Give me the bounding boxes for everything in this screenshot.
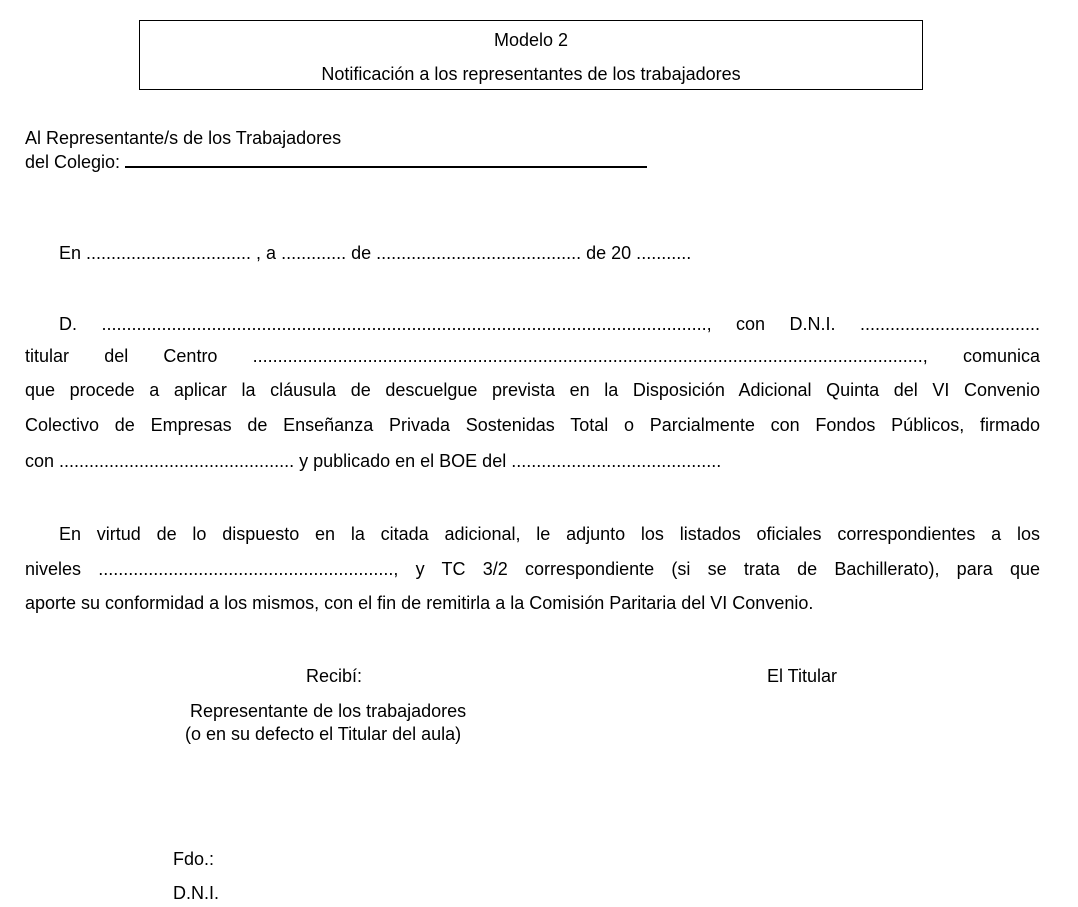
title-box xyxy=(139,20,923,90)
recipient-line-1: Al Representante/s de los Trabajadores xyxy=(25,128,342,148)
model-label: Modelo 2 xyxy=(493,30,569,50)
body2-line-2: niveles ..........................................................., y TC 3/2 correspondiente (si se trata de Bachillerato), para que xyxy=(25,559,1040,579)
document-title: Notificación a los representantes de los trabajadores xyxy=(321,64,741,84)
date-line: En ................................. , a ............. de ......................................... de 20 ........... xyxy=(59,243,692,263)
representative-note: (o en su defecto el Titular del aula) xyxy=(185,724,462,744)
dni-label: D.N.I. xyxy=(173,883,220,903)
college-label: del Colegio: xyxy=(25,152,121,172)
body2-line-3: aporte su conformidad a los mismos, con el fin de remitirla a la Comisión Paritaria del VI Convenio. xyxy=(25,593,814,613)
body1-line-5: con ............................................... y publicado en el BOE del .......................................... xyxy=(25,451,722,471)
recipient-line-2 xyxy=(25,151,647,173)
representative-label: Representante de los trabajadores xyxy=(190,701,467,721)
received-label: Recibí: xyxy=(306,666,363,686)
body1-line-2: titular del Centro ......................................................................................................................................, comunica xyxy=(25,346,1040,366)
college-blank xyxy=(125,152,647,168)
owner-label: El Titular xyxy=(767,666,838,686)
body2-line-1: En virtud de lo dispuesto en la citada adicional, le adjunto los listados oficiales correspondientes a los xyxy=(59,524,1040,544)
signed-label: Fdo.: xyxy=(173,849,215,869)
body1-line-1: D. ........................................................................................................................., con D.N.I. .................................... xyxy=(59,314,1040,334)
body1-line-4: Colectivo de Empresas de Enseñanza Privada Sostenidas Total o Parcialmente con Fondos Públicos, firmado xyxy=(25,415,1040,435)
body1-line-3: que procede a aplicar la cláusula de descuelgue prevista en la Disposición Adicional Quinta del VI Convenio xyxy=(25,380,1040,400)
